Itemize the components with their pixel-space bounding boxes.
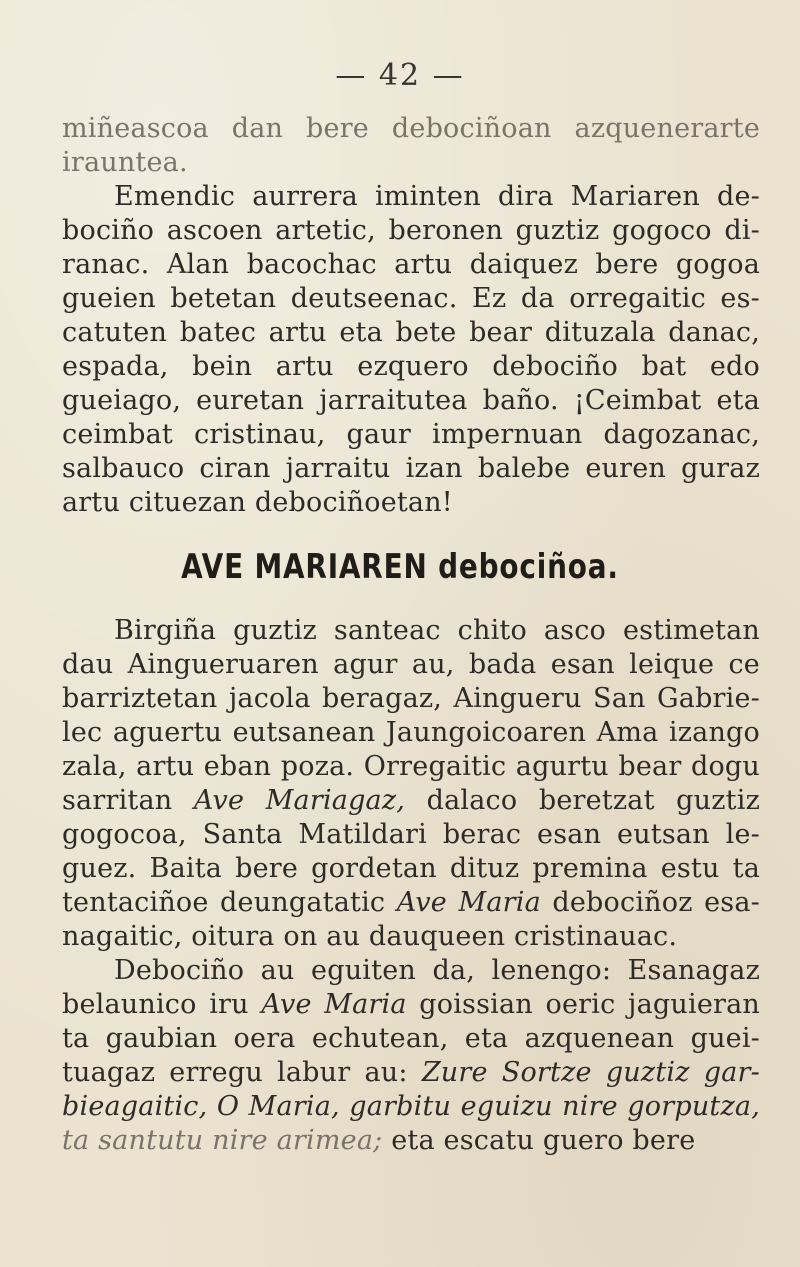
text-line: gogocoa, Santa Matildari berac esan eutsan le- bbox=[62, 819, 760, 850]
text-fragment: goissian oeric jaguieran bbox=[419, 989, 760, 1020]
text-line-mixed bbox=[62, 1124, 760, 1158]
italic-phrase: gar- bbox=[703, 1057, 760, 1088]
text-line: ranac. Alan bacochac artu daiquez bere gogoa bbox=[62, 249, 760, 280]
text-fragment: eta escatu guero bere bbox=[391, 1125, 696, 1156]
italic-phrase: ta santutu nire arimea; bbox=[62, 1125, 383, 1156]
section-heading: AVE MARIAREN debociñoa. bbox=[181, 547, 619, 587]
text-line: lec aguertu eutsanean Jaungoicoaren Ama izango bbox=[62, 717, 760, 748]
text-line: nagaitic, oitura on au dauqueen cristinauac. bbox=[62, 921, 678, 952]
paragraph-first-line: Birgiña guztiz santeac chito asco estimetan bbox=[114, 615, 760, 646]
text-fragment: sarritan bbox=[62, 785, 173, 816]
text-line: espada, bein artu ezquero debociño bat edo bbox=[62, 351, 760, 382]
italic-phrase: Ave Mariagaz, bbox=[193, 785, 406, 816]
paragraph-first-line: Emendic aurrera iminten dira Mariaren de- bbox=[114, 181, 760, 212]
text-line: miñeascoa dan bere debociñoan azquenerarte bbox=[62, 113, 760, 144]
text-line-mixed bbox=[62, 784, 760, 818]
text-line: artu cituezan debociñoetan! bbox=[62, 487, 453, 518]
italic-phrase: Ave Maria bbox=[396, 887, 541, 918]
text-fragment: belaunico iru bbox=[62, 989, 249, 1020]
text-line: ceimbat cristinau, gaur impernuan dagozanac, bbox=[62, 419, 760, 450]
italic-phrase: Ave Maria bbox=[261, 989, 407, 1020]
text-line: zala, artu eban poza. Orregaitic agurtu bear dogu bbox=[62, 751, 760, 782]
text-fragment: tentaciñoe deungatatic bbox=[62, 887, 386, 918]
text-line: bociño ascoen artetic, beronen guztiz gogoco di- bbox=[62, 215, 760, 246]
text-line: gueien betetan deutseenac. Ez da orregaitic es- bbox=[62, 283, 760, 314]
text-line: salbauco ciran jarraitu izan balebe euren guraz bbox=[62, 453, 760, 484]
text-fragment: tuagaz erregu labur au: bbox=[62, 1057, 408, 1088]
text-line-mixed bbox=[62, 988, 760, 1022]
text-line: irauntea. bbox=[62, 147, 188, 178]
text-line: guez. Baita bere gordetan dituz premina estu ta bbox=[62, 853, 760, 884]
text-line: catuten batec artu eta bete bear dituzala danac, bbox=[62, 317, 760, 348]
text-fragment: dalaco beretzat guztiz bbox=[426, 785, 760, 816]
text-line: dau Ainguеruaren agur au, bada esan leique ce bbox=[62, 649, 760, 680]
italic-phrase: Zure Sortze guztiz bbox=[421, 1057, 690, 1088]
text-block-bottom bbox=[62, 614, 760, 1158]
paragraph-first-line: Debociño au eguiten da, lenengo: Esanagaz bbox=[114, 955, 760, 986]
text-fragment: debociñoz esa- bbox=[552, 887, 760, 918]
page-number: — 42 — bbox=[335, 58, 465, 93]
text-line: barriztetan jacola beragaz, Aingueru San Gabrie- bbox=[62, 683, 760, 714]
text-line-mixed bbox=[62, 1056, 760, 1090]
italic-line: bieagaitic, O Maria, garbitu eguizu nire gorputza, bbox=[62, 1091, 760, 1122]
text-line-mixed bbox=[62, 886, 760, 920]
text-line: gueiago, euretan jarraitutea baño. ¡Ceimbat eta bbox=[62, 385, 760, 416]
text-line: ta gaubian oera echutean, eta azquenean guei- bbox=[62, 1023, 760, 1054]
text-block-top bbox=[62, 112, 760, 520]
